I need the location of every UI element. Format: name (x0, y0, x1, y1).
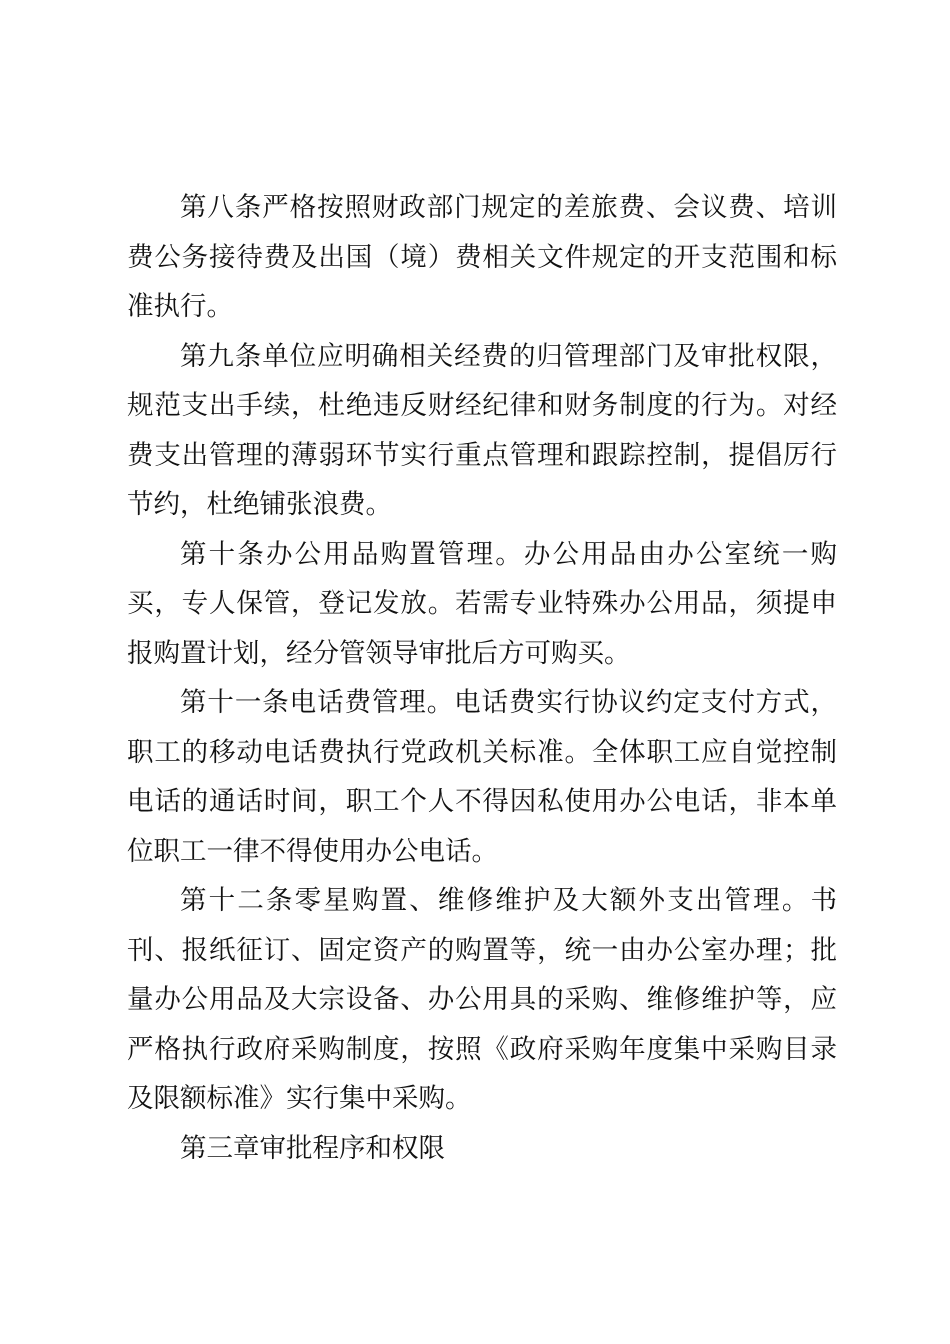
article-10-paragraph: 第十条办公用品购置管理。办公用品由办公室统一购买，专人保管，登记发放。若需专业特殊办公用品，须提申报购置计划，经分管领导审批后方可购买。 (127, 538, 837, 669)
article-9-paragraph: 第九条单位应明确相关经费的归管理部门及审批权限，规范支出手续，杜绝违反财经纪律和财务制度的行为。对经费支出管理的薄弱环节实行重点管理和跟踪控制，提倡厉行节约，杜绝铺张浪费。 (127, 340, 837, 520)
document-body (127, 183, 837, 1173)
article-8-paragraph: 第八条严格按照财政部门规定的差旅费、会议费、培训费公务接待费及出国（境）费相关文件规定的开支范围和标准执行。 (127, 192, 837, 322)
article-11-paragraph: 第十一条电话费管理。电话费实行协议约定支付方式，职工的移动电话费执行党政机关标准。全体职工应自觉控制电话的通话时间，职工个人不得因私使用办公电话，非本单位职工一律不得使用办公电话。 (127, 687, 837, 867)
article-12-paragraph: 第十二条零星购置、维修维护及大额外支出管理。书刊、报纸征订、固定资产的购置等，统一由办公室办理；批量办公用品及大宗设备、办公用具的采购、维修维护等，应严格执行政府采购制度，按照《政府采购年度集中采购目录及限额标准》实行集中采购。 (127, 885, 837, 1114)
chapter-3-heading: 第三章审批程序和权限 (180, 1132, 445, 1164)
